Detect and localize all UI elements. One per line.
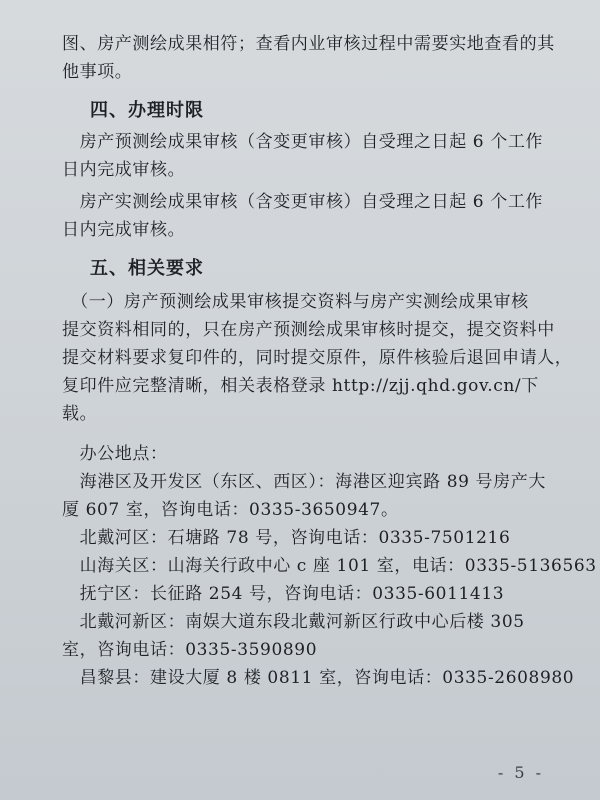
s5p1-line-3: 提交材料要求复印件的，同时提交原件，原件核验后退回申请人，: [62, 348, 573, 368]
section-4-paragraph-1: [62, 128, 542, 184]
office-beidaihe-new-line-2: 室，咨询电话：0335-3590890: [62, 640, 318, 660]
office-beidaihe-new-line-1: 北戴河新区：南娱大道东段北戴河新区行政中心后楼 305: [62, 612, 525, 632]
s5p1-line-4: 复印件应完整清晰，相关表格登录 http://zjj.qhd.gov.cn/下: [62, 376, 539, 396]
section-5-paragraph-1: [62, 288, 573, 428]
office-changli: 昌黎县：建设大厦 8 楼 0811 室，咨询电话：0335-2608980: [62, 668, 575, 688]
page-number: - 5 -: [497, 763, 544, 782]
s5p1-line-5: 载。: [62, 404, 98, 424]
offices-title: 办公地点：: [62, 444, 168, 464]
section-5-heading: 五、相关要求: [90, 258, 204, 279]
intro-line-1: 图、房产测绘成果相符；查看内业审核过程中需要实地查看的其: [62, 34, 555, 54]
offices-list: [62, 440, 597, 692]
s4p1-line-2: 日内完成审核。: [62, 160, 186, 180]
s5p1-line-2: 提交资料相同的，只在房产预测绘成果审核时提交，提交资料中: [62, 320, 555, 340]
section-4-paragraph-2: [62, 188, 542, 244]
intro-line-2: 他事项。: [62, 62, 133, 82]
office-haigang-line-1: 海港区及开发区（东区、西区）：海港区迎宾路 89 号房产大: [62, 472, 546, 492]
s4p2-line-1: 房产实测绘成果审核（含变更审核）自受理之日起 6 个工作: [62, 192, 544, 212]
office-beidaihe: 北戴河区：石塘路 78 号，咨询电话：0335-7501216: [62, 528, 511, 548]
s4p1-line-1: 房产预测绘成果审核（含变更审核）自受理之日起 6 个工作: [62, 132, 544, 152]
s4p2-line-2: 日内完成审核。: [62, 220, 186, 240]
section-4-heading: 四、办理时限: [90, 100, 204, 121]
s5p1-line-1: （一）房产预测绘成果审核提交资料与房产实测绘成果审核: [62, 292, 529, 312]
office-shanhaiguan: 山海关区：山海关行政中心 c 座 101 室，电话：0335-5136563: [62, 556, 597, 576]
office-funing: 抚宁区：长征路 254 号，咨询电话：0335-6011413: [62, 584, 505, 604]
office-haigang-line-2: 厦 607 室，咨询电话：0335-3650947。: [62, 500, 399, 520]
intro-paragraph: [62, 30, 555, 86]
